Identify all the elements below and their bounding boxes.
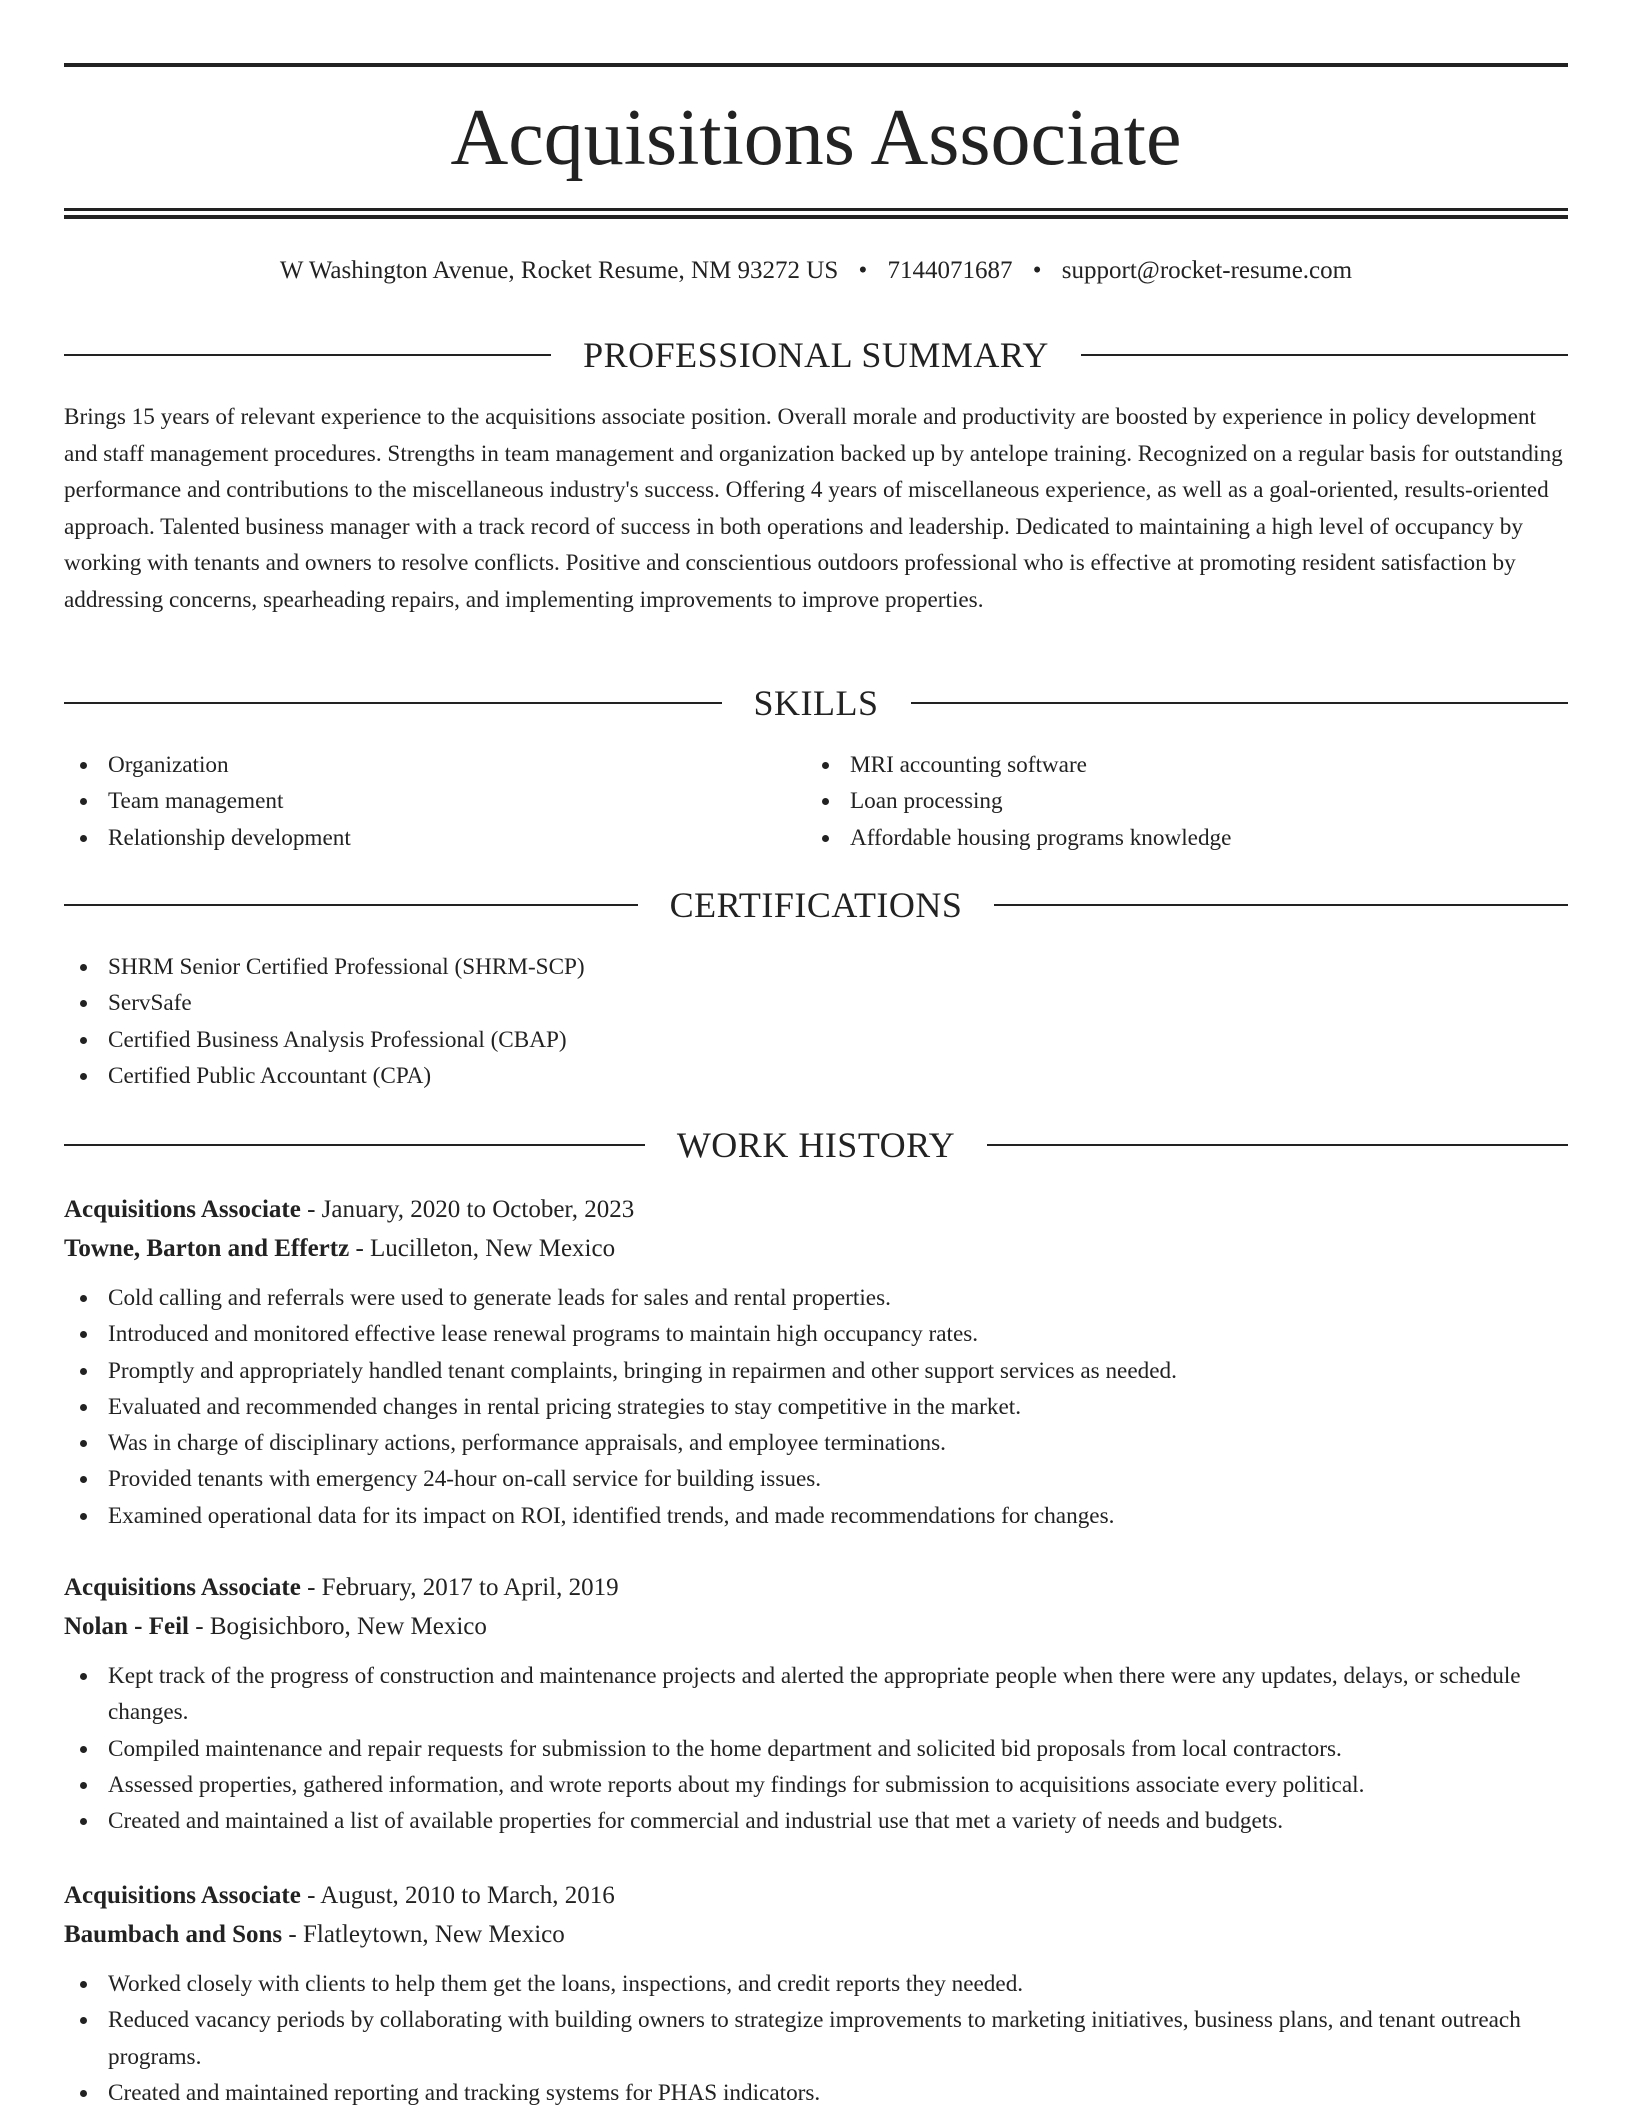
contact-address: W Washington Avenue, Rocket Resume, NM 93272 US [279,257,839,284]
heading-rule-right [987,1144,1568,1146]
skills-list-left [64,747,804,856]
job-bullet: Examined operational data for its impact on ROI, identified trends, and made recommendations for changes. [64,1498,1568,1534]
summary-heading [64,333,1568,377]
job-bullets [64,1966,1568,2111]
job-bullet: Introduced and monitored effective lease renewal programs to maintain high occupancy rates. [64,1316,1568,1352]
job-location: - Flatleytown, New Mexico [282,1921,565,1948]
job-bullets [64,1280,1568,1534]
contact-phone: 7144071687 [887,257,1013,284]
job-entry [64,1876,1568,2111]
job-location: - Lucilleton, New Mexico [349,1235,616,1262]
certification-item: ServSafe [64,985,1568,1021]
skill-item: Affordable housing programs knowledge [806,820,1568,856]
job-company-line [64,1229,1568,1268]
job-company: Nolan - Feil [64,1613,189,1640]
certifications-heading [64,883,1568,927]
skill-item: Organization [64,747,804,783]
job-title-line [64,1876,1568,1915]
job-title: Acquisitions Associate [64,1196,301,1223]
job-bullet: Created and maintained reporting and tracking systems for PHAS indicators. [64,2075,1568,2111]
job-bullet: Assessed properties, gathered information, and wrote reports about my findings for submission to acquisitions associate every political. [64,1767,1568,1803]
contact-separator: • [858,257,868,284]
certifications-heading-text: CERTIFICATIONS [669,885,963,925]
job-title-line [64,1190,1568,1229]
job-bullet: Compiled maintenance and repair requests for submission to the home department and solicited bid proposals from local contractors. [64,1731,1568,1767]
heading-rule-left [64,1144,645,1146]
job-bullet: Cold calling and referrals were used to generate leads for sales and rental properties. [64,1280,1568,1316]
job-company: Baumbach and Sons [64,1921,283,1948]
work-history-heading [64,1123,1568,1167]
contact-separator: • [1032,257,1042,284]
heading-rule-right [994,904,1568,906]
heading-rule-right [1081,354,1568,356]
certifications-list [64,949,1568,1094]
job-bullet: Provided tenants with emergency 24-hour on-call service for building issues. [64,1461,1568,1497]
skill-item: Team management [64,783,804,819]
heading-rule-left [64,702,722,704]
certification-item: Certified Business Analysis Professional (CBAP) [64,1022,1568,1058]
skills-heading-text: SKILLS [753,683,879,723]
skills-heading [64,681,1568,725]
job-bullet: Evaluated and recommended changes in rental pricing strategies to stay competitive in the market. [64,1389,1568,1425]
job-bullet: Was in charge of disciplinary actions, performance appraisals, and employee terminations. [64,1425,1568,1461]
heading-rule-left [64,354,551,356]
skill-item: Loan processing [806,783,1568,819]
job-dates: - August, 2010 to March, 2016 [300,1882,615,1909]
job-bullet: Promptly and appropriately handled tenant complaints, bringing in repairmen and other support services as needed. [64,1353,1568,1389]
skill-item: Relationship development [64,820,804,856]
resume-title: Acquisitions Associate [450,94,1182,182]
job-location: - Bogisichboro, New Mexico [189,1613,487,1640]
contact-line [64,254,1568,288]
job-title-line [64,1568,1568,1607]
job-dates: - January, 2020 to October, 2023 [300,1196,635,1223]
heading-rule-left [64,904,638,906]
summary-heading-text: PROFESSIONAL SUMMARY [583,335,1049,375]
title-rule-lower [64,215,1568,219]
job-company-line [64,1607,1568,1646]
skill-item: MRI accounting software [806,747,1568,783]
certification-item: SHRM Senior Certified Professional (SHRM-SCP) [64,949,1568,985]
job-bullets [64,1658,1568,1839]
skills-list-right [806,747,1568,856]
job-company-line [64,1915,1568,1954]
job-title: Acquisitions Associate [64,1882,301,1909]
title-rule-upper [64,208,1568,211]
job-bullet: Created and maintained a list of available properties for commercial and industrial use that met a variety of needs and budgets. [64,1803,1568,1839]
job-entry [64,1190,1568,1534]
job-company: Towne, Barton and Effertz [64,1235,350,1262]
top-rule [64,63,1568,67]
job-entry [64,1568,1568,1839]
job-bullet: Kept track of the progress of construction and maintenance projects and alerted the appropriate people when there were any updates, delays, or schedule changes. [64,1658,1568,1731]
certification-item: Certified Public Accountant (CPA) [64,1058,1568,1094]
summary-text: Brings 15 years of relevant experience to the acquisitions associate position. Overall morale and productivity are boosted by experience in policy development and staff management procedures. Strengths in team management and organization backed up by antelope training. Recognized on a regular basis for outstanding performance and contributions to the miscellaneous industry's success. Offering 4 years of miscellaneous experience, as well as a goal-oriented, results-oriented approach. Talented business manager with a track record of success in both operations and leadership. Dedicated to maintaining a high level of occupancy by working with tenants and owners to resolve conflicts. Positive and conscientious outdoors professional who is effective at promoting resident satisfaction by addressing concerns, spearheading repairs, and implementing improvements to improve properties. [64,404,1563,613]
job-dates: - February, 2017 to April, 2019 [300,1574,619,1601]
contact-email: support@rocket-resume.com [1061,257,1353,284]
job-title: Acquisitions Associate [64,1574,301,1601]
job-bullet: Worked closely with clients to help them get the loans, inspections, and credit reports they needed. [64,1966,1568,2002]
heading-rule-right [911,702,1569,704]
work-history-heading-text: WORK HISTORY [676,1125,956,1165]
job-bullet: Reduced vacancy periods by collaborating with building owners to strategize improvements to marketing initiatives, business plans, and tenant outreach programs. [64,2002,1568,2075]
